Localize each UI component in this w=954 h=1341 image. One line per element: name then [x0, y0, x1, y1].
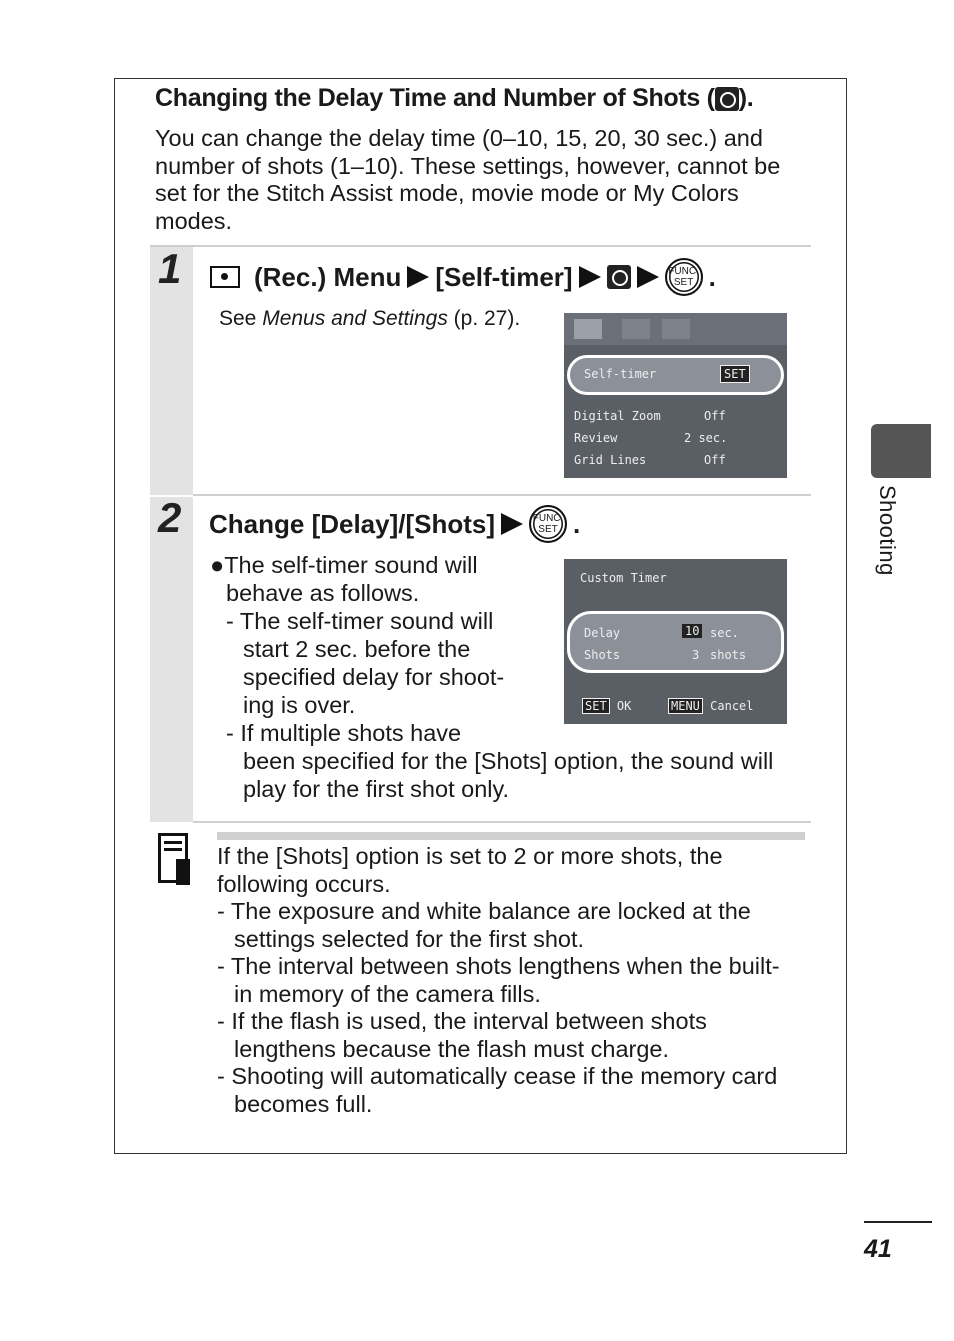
func-set-button-icon: FUNC. SET	[665, 258, 703, 296]
see-reference: See Menus and Settings (p. 27).	[219, 307, 521, 330]
chapter-tab	[871, 424, 931, 478]
step-bar	[150, 497, 193, 822]
my-camera-tab-icon	[662, 319, 690, 339]
section-title: Changing the Delay Time and Number of Shots ( ).	[155, 84, 754, 112]
divider	[193, 494, 811, 496]
page-number: 41	[864, 1235, 892, 1263]
note-bar	[217, 832, 805, 840]
lcd-screen-custom-timer: Custom Timer Delay 10 sec. Shots 3 shots SET OK MENU Cancel	[564, 559, 787, 724]
note-memo-icon	[158, 833, 196, 885]
step-number: 1	[158, 245, 182, 292]
step2-heading: Change [Delay]/[Shots] FUNC. SET .	[209, 505, 580, 543]
intro-text: You can change the delay time (0–10, 15, 20, 30 sec.) and number of shots (1–10). These settings, however, cannot be set for the Stitch Assist mode, movie mode or My Colors modes.	[155, 125, 781, 234]
divider	[193, 821, 811, 823]
note-text: If the [Shots] option is set to 2 or more shots, the following occurs. - The exposure and white balance are locked at the settings selected for the first shot. - The interval between shots lengthens when the built- in memory of the camera fills. - If the flash is used, the interval between shots lengthens because the flash must charge. - Shooting will automatically cease if the memory card becomes full.	[217, 843, 780, 1117]
step2-body: ●The self-timer sound will behave as follows. - The self-timer sound will start 2 sec. before the specified delay for shoot- ing is over. - If multiple shots have been specified for the [Shots] option, the sound will play for the first shot only.	[210, 552, 774, 802]
step-number: 2	[158, 494, 182, 541]
page-rule	[864, 1221, 932, 1223]
chapter-label: Shooting	[875, 485, 900, 576]
arrow-right-icon	[407, 266, 429, 288]
lcd-screen-menu: Self-timer SET Digital Zoom Off Review 2 sec. Grid Lines Off	[564, 313, 787, 478]
func-set-button-icon: FUNC. SET	[529, 505, 567, 543]
arrow-right-icon	[501, 513, 523, 535]
step1-heading: (Rec.) Menu [Self-timer] FUNC. SET .	[210, 258, 716, 296]
camera-rec-icon	[210, 266, 240, 288]
divider	[150, 245, 811, 247]
lcd-tabs	[564, 313, 787, 345]
self-timer-icon	[607, 265, 631, 289]
selected-row-highlight: Self-timer SET	[567, 355, 784, 395]
arrow-right-icon	[579, 266, 601, 288]
self-timer-icon	[715, 87, 739, 111]
setup-tab-icon	[622, 319, 650, 339]
arrow-right-icon	[637, 266, 659, 288]
selected-row-highlight: Delay 10 sec. Shots 3 shots	[567, 611, 784, 673]
camera-tab-icon	[574, 319, 602, 339]
